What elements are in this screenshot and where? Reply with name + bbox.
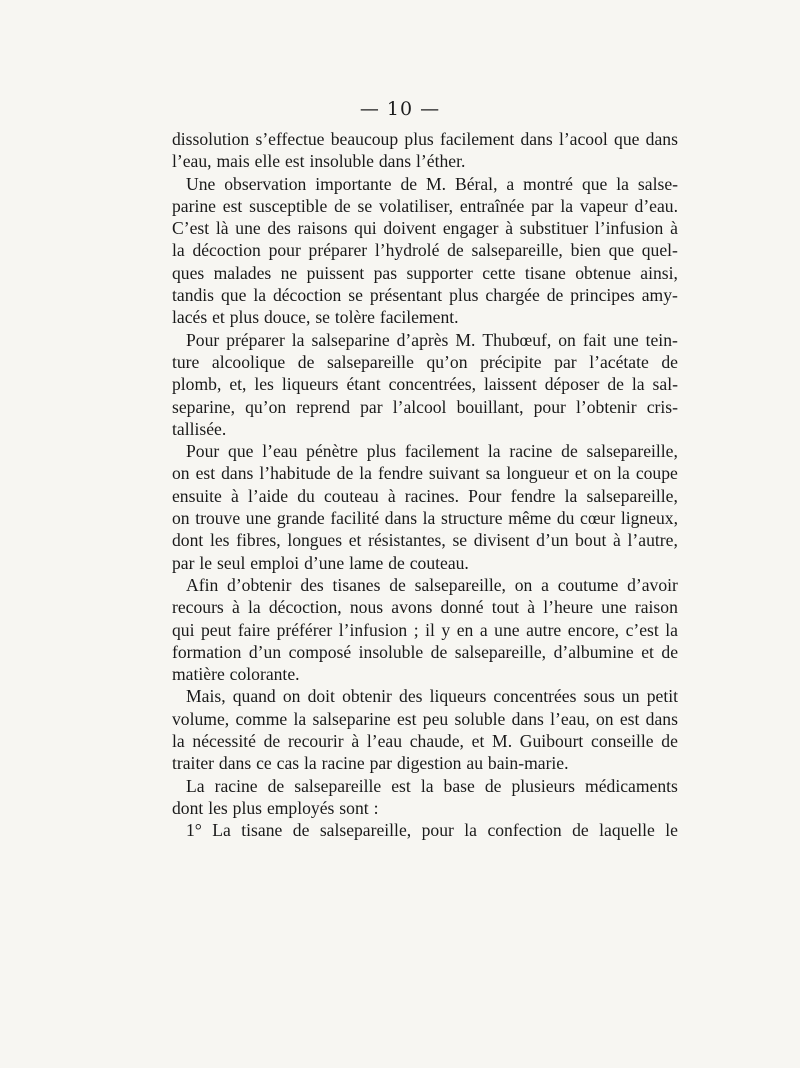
text-line: 1° La tisane de salsepareille, pour la confection de laquelle le — [186, 820, 678, 841]
text-line: lacés et plus douce, se tolère facilement. — [172, 307, 459, 328]
paragraph — [172, 128, 678, 173]
text-line: la nécessité de recourir à l’eau chaude, et M. Guibourt conseille de — [172, 731, 678, 752]
text-line: traiter dans ce cas la racine par digestion au bain-marie. — [172, 753, 569, 774]
text-line: dissolution s’effectue beaucoup plus facilement dans l’acool que dans — [172, 129, 678, 149]
text-line: Afin d’obtenir des tisanes de salsepareille, on a coutume d’avoir — [186, 574, 678, 595]
text-line: separine, qu’on reprend par l’alcool bouillant, pour l’obtenir cris- — [172, 396, 678, 417]
paragraph — [172, 775, 678, 820]
page-number: — 10 — — [359, 98, 441, 120]
text-line: on est dans l’habitude de la fendre suivant sa longueur et on la coupe — [172, 463, 678, 484]
paragraph — [172, 173, 678, 329]
paragraph — [172, 685, 678, 774]
paragraph — [172, 574, 678, 685]
text-line: ture alcoolique de salsepareille qu’on précipite par l’acétate de — [172, 351, 678, 372]
text-line: matière colorante. — [172, 664, 300, 685]
text-line: La racine de salsepareille est la base de plusieurs médicaments — [186, 775, 678, 796]
text-line: volume, comme la salseparine est peu soluble dans l’eau, on est dans — [172, 708, 678, 729]
paragraph — [172, 819, 678, 841]
text-line: qui peut faire préférer l’infusion ; il y en a une autre encore, c’est la — [172, 619, 678, 640]
text-line: parine est susceptible de se volatiliser, entraînée par la vapeur d’eau. — [172, 195, 678, 216]
text-line: ensuite à l’aide du couteau à racines. Pour fendre la salsepareille, — [172, 485, 678, 506]
text-line: l’eau, mais elle est insoluble dans l’éther. — [172, 151, 466, 172]
text-line: plomb, et, les liqueurs étant concentrées, laissent déposer de la sal- — [172, 374, 678, 395]
text-line: C’est là une des raisons qui doivent engager à substituer l’infusion à — [172, 218, 678, 239]
text-line: la décoction pour préparer l’hydrolé de salsepareille, bien que quel- — [172, 240, 678, 261]
text-line: on trouve une grande facilité dans la structure même du cœur ligneux, — [172, 508, 678, 529]
text-line: Mais, quand on doit obtenir des liqueurs concentrées sous un petit — [186, 686, 678, 707]
text-line: par le seul emploi d’une lame de couteau. — [172, 552, 469, 573]
paragraph — [172, 440, 678, 574]
text-line: Pour que l’eau pénètre plus facilement la racine de salsepareille, — [186, 441, 678, 462]
paragraph — [172, 329, 678, 440]
text-line: dont les fibres, longues et résistantes, se divisent d’un bout à l’autre, — [172, 530, 678, 551]
text-line: dont les plus employés sont : — [172, 797, 379, 818]
text-line: recours à la décoction, nous avons donné tout à l’heure une raison — [172, 597, 678, 618]
text-line: tallisée. — [172, 418, 227, 439]
text-line: ques malades ne puissent pas supporter cette tisane obtenue ainsi, — [172, 262, 678, 283]
text-line: tandis que la décoction se présentant plus chargée de principes amy- — [172, 285, 678, 306]
text-line: formation d’un composé insoluble de salsepareille, d’albumine et de — [172, 641, 678, 662]
text-line: Pour préparer la salseparine d’après M. Thubœuf, on fait une tein- — [186, 329, 678, 350]
body-text — [172, 128, 678, 842]
text-line: Une observation importante de M. Béral, a montré que la salse- — [186, 173, 678, 194]
